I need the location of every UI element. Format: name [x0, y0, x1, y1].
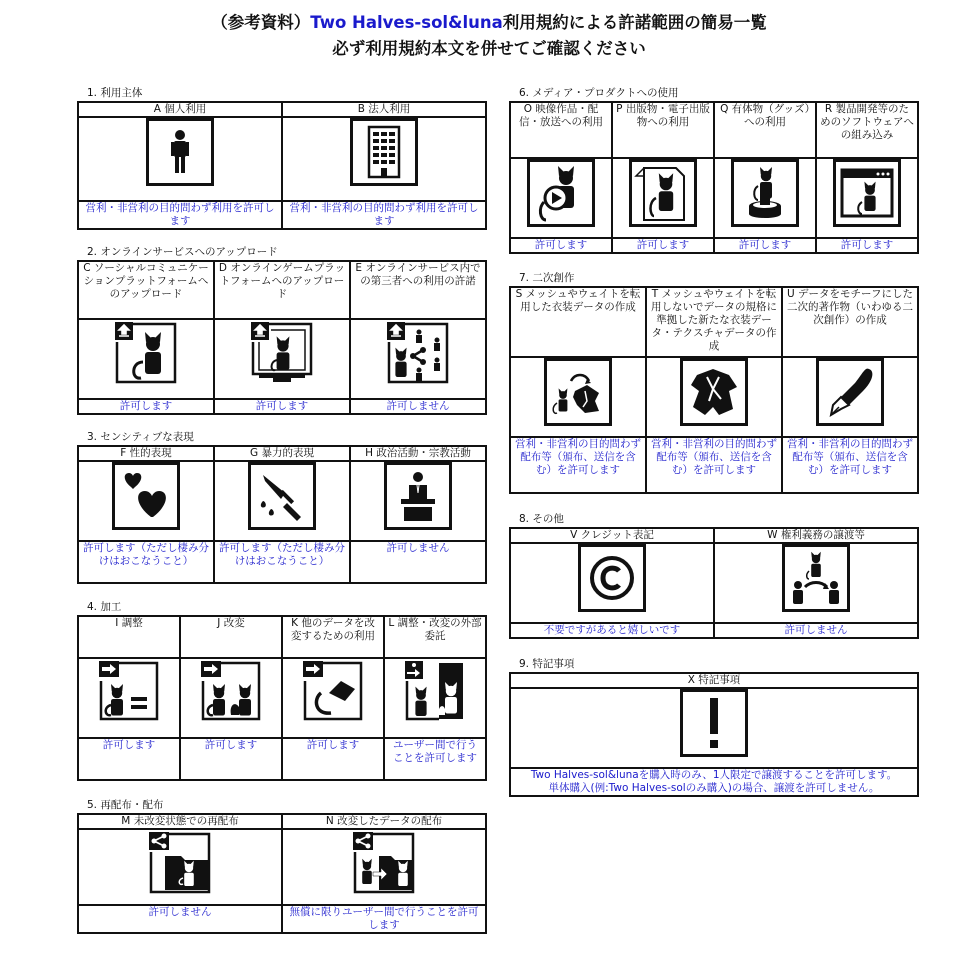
status-text: 許可します	[612, 238, 714, 253]
section-sensitive-expression	[77, 429, 487, 584]
title-line-1: （参考資料）Two Halves-sol&luna利用規約による許諾範囲の簡易一覧	[211, 13, 767, 32]
item-label: S メッシュやウェイトを転用した衣装データの作成	[510, 287, 646, 357]
transfer-rights-icon	[782, 544, 850, 612]
upload-share-users-icon	[385, 320, 451, 386]
status-text: 許可しません	[714, 623, 918, 638]
status-text: 営利・非営利の目的問わず利用を許可します	[78, 201, 282, 229]
exclamation-icon	[680, 689, 748, 757]
section-online-upload	[77, 244, 487, 415]
item-label: D オンラインゲームプラットフォームへのアップロード	[214, 261, 350, 319]
section-special-notes	[509, 656, 919, 797]
share-modified-icon	[351, 830, 417, 896]
item-label: M 未改変状態での再配布	[78, 814, 282, 829]
pen-nib-icon	[816, 358, 884, 426]
item-label: X 特記事項	[510, 673, 918, 688]
video-play-icon	[527, 159, 595, 227]
section-title: 4. 加工	[87, 601, 122, 613]
status-text-line-1: Two Halves-sol&lunaを購入時のみ、1人限定で譲渡することを許可します。	[530, 769, 898, 781]
item-label: C ソーシャルコミュニケーションプラットフォームへのアップロード	[78, 261, 214, 319]
podium-speaker-icon	[384, 462, 452, 530]
item-label: U データをモチーフにした二次的著作物（いわゆる二次創作）の作成	[782, 287, 918, 357]
license-table	[77, 260, 487, 415]
status-text: 営利・非営利の目的問わず配布等（頒布、送信を含む）を許可します	[782, 437, 918, 493]
clothing-transfer-icon	[544, 358, 612, 426]
document-avatar-icon	[629, 159, 697, 227]
figure-goods-icon	[731, 159, 799, 227]
status-text: 営利・非営利の目的問わず配布等（頒布、送信を含む）を許可します	[646, 437, 782, 493]
outsource-icon	[403, 659, 467, 723]
license-table	[77, 615, 487, 781]
status-text: 許可します	[816, 238, 918, 253]
license-table	[77, 445, 487, 584]
status-text: 無償に限りユーザー間で行うことを許可します	[282, 905, 486, 933]
status-text: 許可します（ただし棲み分けはおこなうこと）	[214, 541, 350, 583]
license-table	[77, 813, 487, 934]
section-title: 8. その他	[519, 513, 564, 525]
section-processing	[77, 599, 487, 781]
section-title: 6. メディア・プロダクトへの使用	[519, 87, 679, 99]
item-label: I 調整	[78, 616, 180, 658]
status-text: 許可します	[282, 738, 384, 780]
status-text: 許可しません	[78, 905, 282, 933]
item-label: F 性的表現	[78, 446, 214, 461]
status-text: ユーザー間で行うことを許可します	[384, 738, 486, 780]
section-title: 9. 特記事項	[519, 658, 575, 670]
section-derivative-works	[509, 270, 919, 494]
item-label: R 製品開発等のためのソフトウェアへの組み込み	[816, 102, 918, 158]
item-label: A 個人利用	[78, 102, 282, 117]
status-text: 許可します（ただし棲み分けはおこなうこと）	[78, 541, 214, 583]
license-table	[509, 101, 919, 254]
item-label: B 法人利用	[282, 102, 486, 117]
section-title: 1. 利用主体	[87, 87, 143, 99]
copyright-icon	[578, 544, 646, 612]
person-icon	[146, 118, 214, 186]
hearts-icon	[112, 462, 180, 530]
use-parts-icon	[301, 659, 365, 723]
license-table	[77, 101, 487, 230]
item-label: Q 有体物（グッズ）への利用	[714, 102, 816, 158]
status-text: 許可します	[78, 738, 180, 780]
section-title: 2. オンラインサービスへのアップロード	[87, 246, 278, 258]
knife-icon	[248, 462, 316, 530]
software-window-icon	[833, 159, 901, 227]
item-label: G 暴力的表現	[214, 446, 350, 461]
title-line-2: 必ず利用規約本文を併せてご確認ください	[332, 39, 646, 58]
product-name: Two Halves-sol&luna	[310, 13, 503, 32]
item-label: H 政治活動・宗教活動	[350, 446, 486, 461]
section-media-products	[509, 85, 919, 254]
status-text: 営利・非営利の目的問わず配布等（頒布、送信を含む）を許可します	[510, 437, 646, 493]
section-title: 5. 再配布・配布	[87, 799, 164, 811]
section-usage-entity	[77, 85, 487, 230]
status-text: 不要ですがあると嬉しいです	[510, 623, 714, 638]
item-label: W 権利義務の譲渡等	[714, 528, 918, 543]
item-label: N 改変したデータの配布	[282, 814, 486, 829]
item-label: T メッシュやウェイトを転用しないでデータの規格に準拠した新たな衣装データ・テクスチャデータの作成	[646, 287, 782, 357]
license-table	[509, 286, 919, 494]
status-text: 許可します	[510, 238, 612, 253]
page-title	[0, 10, 978, 62]
status-text: 許可しません	[350, 541, 486, 583]
license-table	[509, 527, 919, 639]
item-label: V クレジット表記	[510, 528, 714, 543]
item-label: P 出版物・電子出版物への利用	[612, 102, 714, 158]
section-title: 7. 二次創作	[519, 272, 575, 284]
item-label: J 改変	[180, 616, 282, 658]
status-text: 許可します	[714, 238, 816, 253]
item-label: L 調整・改変の外部委託	[384, 616, 486, 658]
item-label: O 映像作品・配信・放送への利用	[510, 102, 612, 158]
section-redistribution	[77, 797, 487, 934]
section-title: 3. センシティブな表現	[87, 431, 194, 443]
status-text: 許可しません	[350, 399, 486, 414]
status-text: 許可します	[78, 399, 214, 414]
item-label: K 他のデータを改変するための利用	[282, 616, 384, 658]
office-building-icon	[350, 118, 418, 186]
item-label: E オンラインサービス内での第三者への利用の許諾	[350, 261, 486, 319]
clothing-icon	[680, 358, 748, 426]
status-text-line-2: 単体購入(例:Two Halves-solのみ購入)の場合、譲渡を許可しません。	[548, 782, 880, 794]
adjust-equal-icon	[97, 659, 161, 723]
share-folder-icon	[147, 830, 213, 896]
section-other	[509, 511, 919, 639]
upload-monitor-icon	[249, 320, 315, 386]
license-table	[509, 672, 919, 797]
modify-avatar-icon	[199, 659, 263, 723]
status-text: 許可します	[180, 738, 282, 780]
status-text: 許可します	[214, 399, 350, 414]
status-text: 営利・非営利の目的問わず利用を許可します	[282, 201, 486, 229]
upload-avatar-icon	[113, 320, 179, 386]
